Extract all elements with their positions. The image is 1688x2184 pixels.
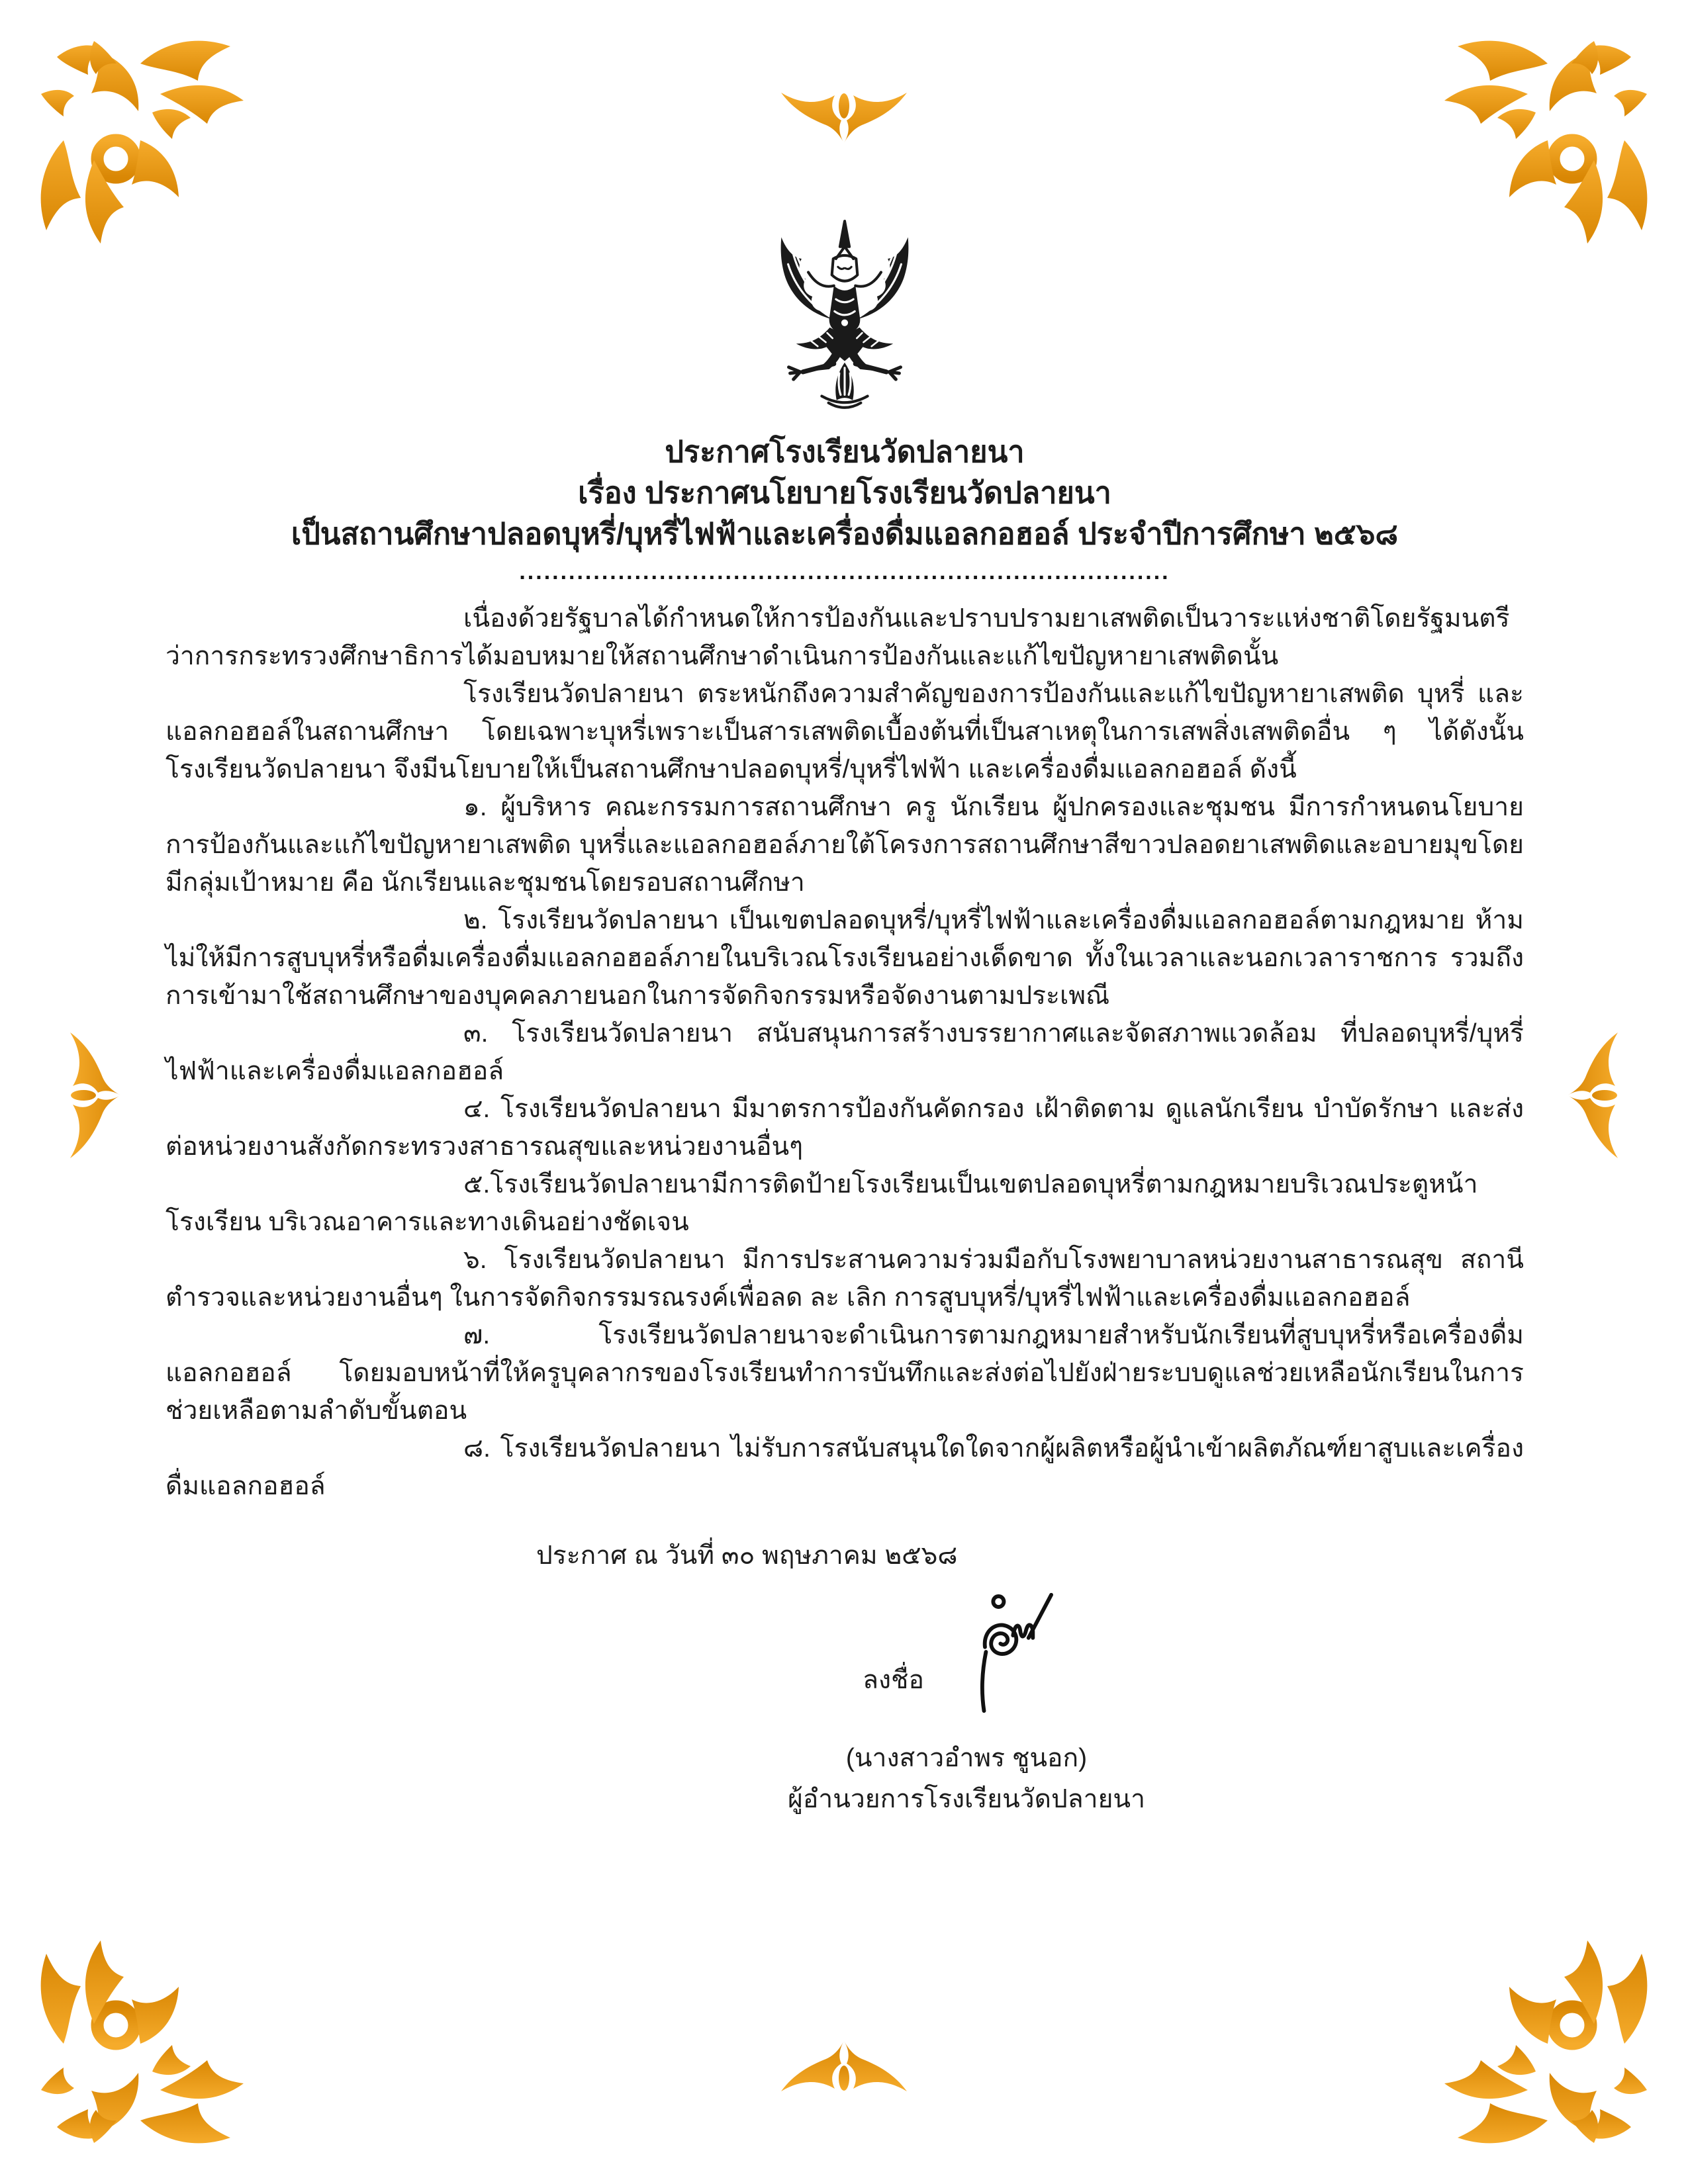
title-line-1: ประกาศโรงเรียนวัดปลายนา bbox=[665, 435, 1025, 469]
paragraph-preamble-2: โรงเรียนวัดปลายนา ตระหนักถึงความสำคัญของการป้องกันและแก้ไขปัญหายาเสพติด บุหรี่ และแอลกอฮอล์ในสถานศึกษา โดยเฉพาะบุหรี่เพราะเป็นสารเสพติดเบื้องต้นที่เป็นสาเหตุในการเสพสิ่งเสพติดอื่น ๆ ได้ดังนั้น โรงเรียนวัดปลายนา จึงมีนโยบายให้เป็นสถานศึกษาปลอดบุหรี่/บุหรี่ไฟฟ้า และเครื่องดื่มแอลกอฮอล์ ดังนี้ bbox=[165, 680, 1524, 784]
signer-name: (นางสาวอำพร ชูนอก) bbox=[845, 1744, 1088, 1772]
paragraph-item-1: ๑. ผู้บริหาร คณะกรรมการสถานศึกษา ครู นักเรียน ผู้ปกครองและชุมชน มีการกำหนดนโยบายการป้องกันและแก้ไขปัญหายาเสพติด บุหรี่และแอลกอฮอล์ภายใต้โครงการสถานศึกษาสีขาวปลอดยาเสพติดและอบายมุขโดยมีกลุ่มเป้าหมาย คือ นักเรียนและชุมชนโดยรอบสถานศึกษา bbox=[165, 793, 1524, 897]
paragraph-preamble-1: เนื่องด้วยรัฐบาลได้กำหนดให้การป้องกันและปราบปรามยาเสพติดเป็นวาระแห่งชาติโดยรัฐมนตรีว่าการกระทรวงศึกษาธิการได้มอบหมายให้สถานศึกษาดำเนินการป้องกันและแก้ไขปัญหายาเสพติดนั้น bbox=[165, 604, 1510, 670]
document-content bbox=[165, 218, 1524, 1819]
paragraph-item-5: ๕.โรงเรียนวัดปลายนามีการติดป้ายโรงเรียนเป็นเขตปลอดบุหรี่ตามกฎหมายบริเวณประตูหน้าโรงเรียน บริเวณอาคารและทางเดินอย่างชัดเจน bbox=[165, 1170, 1478, 1236]
document-title-block bbox=[165, 432, 1524, 555]
body-text bbox=[165, 600, 1524, 1505]
paragraph-item-8: ๘. โรงเรียนวัดปลายนา ไม่รับการสนับสนุนใดใดจากผู้ผลิตหรือผู้นำเข้าผลิตภัณฑ์ยาสูบและเครื่องดื่มแอลกอฮอล์ bbox=[165, 1434, 1524, 1500]
signature-block bbox=[722, 1601, 1211, 1819]
title-line-2: เรื่อง ประกาศนโยบายโรงเรียนวัดปลายนา bbox=[578, 476, 1111, 510]
paragraph-item-4: ๔. โรงเรียนวัดปลายนา มีมาตรการป้องกันคัดกรอง เฝ้าติดตาม ดูแลนักเรียน บำบัดรักษา และส่งต่อหน่วยงานสังกัดกระทรวงสาธารณสุขและหน่วยงานอื่นๆ bbox=[165, 1095, 1524, 1161]
announcement-date: ประกาศ ณ วันที่ ๓๐ พฤษภาคม ๒๕๖๘ bbox=[536, 1541, 958, 1570]
paragraph-item-6: ๖. โรงเรียนวัดปลายนา มีการประสานความร่วมมือกับโรงพยาบาลหน่วยงานสาธารณสุข สถานีตำรวจและหน่วยงานอื่นๆ ในการจัดกิจกรรมรณรงค์เพื่อลด ละ เลิก การสูบบุหรี่/บุหรี่ไฟฟ้าและเครื่องดื่มแอลกอฮอล์ bbox=[165, 1246, 1524, 1312]
sign-label: ลงชื่อ bbox=[863, 1666, 924, 1694]
paragraph-item-7: ๗. โรงเรียนวัดปลายนาจะดำเนินการตามกฎหมายสำหรับนักเรียนที่สูบบุหรี่หรือเครื่องดื่มแอลกอฮอล์ โดยมอบหน้าที่ให้ครูบุคลากรของโรงเรียนทำการบันทึกและส่งต่อไปยังฝ่ายระบบดูแลช่วยเหลือนักเรียนในการช่วยเหลือตามลำดับขั้นตอน bbox=[165, 1321, 1524, 1425]
title-line-3: เป็นสถานศึกษาปลอดบุหรี่/บุหรี่ไฟฟ้าและเครื่องดื่มแอลกอฮอล์ ประจำปีการศึกษา ๒๕๖๘ bbox=[291, 517, 1399, 551]
signature-mark bbox=[948, 1589, 1070, 1727]
paragraph-item-2: ๒. โรงเรียนวัดปลายนา เป็นเขตปลอดบุหรี่/บุหรี่ไฟฟ้าและเครื่องดื่มแอลกอฮอล์ตามกฎหมาย ห้ามไม่ให้มีการสูบบุหรี่หรือดื่มเครื่องดื่มแอลกอฮอล์ภายในบริเวณโรงเรียนอย่างเด็ดขาด ทั้งในเวลาและนอกเวลาราชการ รวมถึงการเข้ามาใช้สถานศึกษาของบุคคลภายนอกในการจัดกิจกรรมหรือจัดงานตามประเพณี bbox=[165, 906, 1524, 1010]
garuda-emblem bbox=[165, 218, 1524, 417]
signer-title: ผู้อำนวยการโรงเรียนวัดปลายนา bbox=[788, 1785, 1145, 1813]
dotted-divider: ............................................................................... bbox=[519, 559, 1170, 584]
paragraph-item-3: ๓. โรงเรียนวัดปลายนา สนับสนุนการสร้างบรรยากาศและจัดสภาพแวดล้อม ที่ปลอดบุหรี่/บุหรี่ไฟฟ้าและเครื่องดื่มแอลกอฮอล์ bbox=[165, 1019, 1524, 1085]
